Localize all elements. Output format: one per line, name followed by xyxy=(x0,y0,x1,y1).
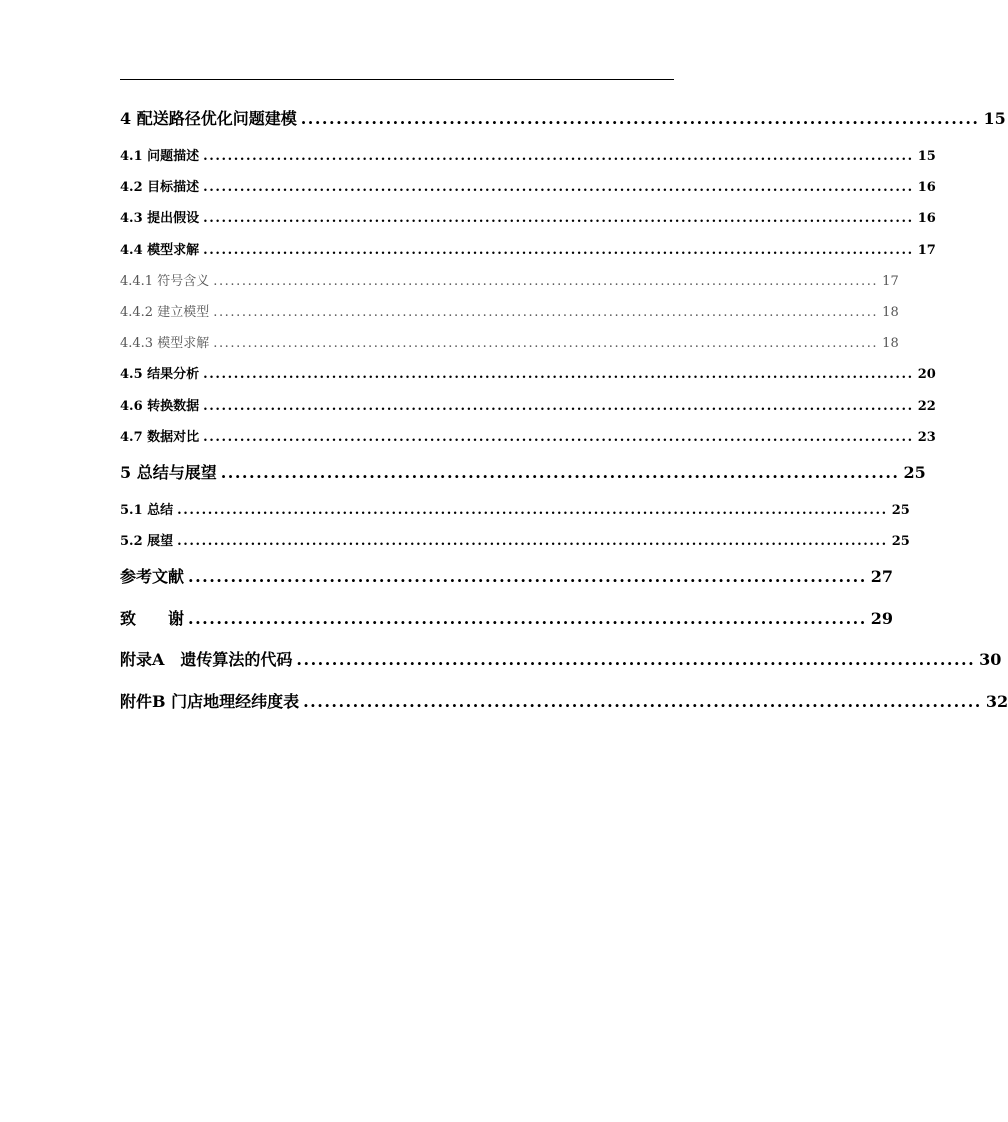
toc-page-number: 29 xyxy=(870,609,894,628)
toc-page-number: 18 xyxy=(882,305,899,320)
toc-entry-4-1[interactable] xyxy=(120,145,936,164)
toc-page-number: 16 xyxy=(917,211,936,226)
toc-page-number: 25 xyxy=(903,463,926,482)
toc-entry-label: 4.4.1 符号含义 xyxy=(120,274,210,289)
toc-leader-dots: .................................................................................................................... xyxy=(177,503,888,518)
toc-page-number: 32 xyxy=(985,692,1008,711)
toc-entry-label: 4.7 数据对比 xyxy=(120,430,200,445)
toc-entry-label-part-a: 致 xyxy=(120,609,137,628)
toc-entry-4-4[interactable] xyxy=(120,239,936,258)
toc-page-number: 20 xyxy=(917,367,936,382)
toc-entry-appendix-b[interactable] xyxy=(120,689,1008,712)
toc-page-number: 25 xyxy=(891,534,910,549)
toc-leader-dots: .................................................................................................................... xyxy=(203,180,914,195)
toc-page-number: 15 xyxy=(917,149,936,164)
toc-entry-label: 4.2 目标描述 xyxy=(120,180,200,195)
toc-leader-dots: .................................................................................................................... xyxy=(203,243,914,258)
toc-page-number: 27 xyxy=(870,567,894,586)
toc-leader-dots: .................................................................................................................... xyxy=(213,274,879,289)
toc-leader-dots: ................................................................................................ xyxy=(220,463,900,482)
toc-leader-dots: .................................................................................................................... xyxy=(203,367,914,382)
toc-page-number: 17 xyxy=(917,243,936,258)
toc-entry-label: 5 总结与展望 xyxy=(120,463,217,482)
toc-entry-label-part-b: 谢 xyxy=(168,609,185,628)
toc-entry-label: 5.1 总结 xyxy=(120,503,174,518)
toc-entry-4-4-2[interactable] xyxy=(120,301,899,320)
toc-entry-label: 4.4.2 建立模型 xyxy=(120,305,210,320)
toc-page-number: 22 xyxy=(917,399,936,414)
toc-leader-dots: .................................................................................................................... xyxy=(203,149,914,164)
toc-page-number: 17 xyxy=(882,274,899,289)
toc-entry-label: 4.4.3 模型求解 xyxy=(120,336,210,351)
toc-leader-dots: ................................................................................................ xyxy=(296,650,976,669)
toc-entry-appendix-a[interactable] xyxy=(120,647,1002,670)
toc-entry-chapter-4[interactable] xyxy=(120,106,1006,129)
toc-entry-label: 附录A 遗传算法的代码 xyxy=(120,650,293,669)
toc-entry-chapter-5[interactable] xyxy=(120,460,926,483)
toc-entry-label: 4.5 结果分析 xyxy=(120,367,200,382)
toc-entry-label: 4.1 问题描述 xyxy=(120,149,200,164)
toc-entry-4-7[interactable] xyxy=(120,426,936,445)
toc-entry-label: 4 配送路径优化问题建模 xyxy=(120,109,297,128)
toc-entry-label: 附件B 门店地理经纬度表 xyxy=(120,692,300,711)
toc-leader-dots: .................................................................................................................... xyxy=(203,399,914,414)
toc-entry-4-4-3[interactable] xyxy=(120,332,899,351)
toc-entry-4-6[interactable] xyxy=(120,395,936,414)
toc-page-number: 16 xyxy=(917,180,936,195)
toc-entry-5-2[interactable] xyxy=(120,530,910,549)
toc-page-number: 18 xyxy=(882,336,899,351)
toc-leader-dots: .................................................................................................................... xyxy=(213,336,879,351)
toc-entry-acknowledgements[interactable] xyxy=(120,606,894,629)
toc-entry-4-4-1[interactable] xyxy=(120,270,899,289)
toc-entry-label: 4.4 模型求解 xyxy=(120,243,200,258)
toc-entry-5-1[interactable] xyxy=(120,499,910,518)
toc-entry-label: 5.2 展望 xyxy=(120,534,174,549)
toc-entry-label: 参考文献 xyxy=(120,567,185,586)
toc-leader-dots: .................................................................................................................... xyxy=(203,430,914,445)
toc-page-number: 30 xyxy=(979,650,1002,669)
header-rule xyxy=(120,79,674,80)
toc-entry-label xyxy=(120,606,184,629)
toc-leader-dots: .................................................................................................................... xyxy=(177,534,888,549)
toc-leader-dots: ................................................................................................ xyxy=(303,692,982,711)
toc-leader-dots: .................................................................................................................... xyxy=(203,211,914,226)
toc-entry-4-3[interactable] xyxy=(120,207,936,226)
toc-leader-dots: ................................................................................................ xyxy=(188,609,867,628)
toc-entry-4-2[interactable] xyxy=(120,176,936,195)
toc-leader-dots: ................................................................................................ xyxy=(300,109,980,128)
toc-leader-dots: ................................................................................................ xyxy=(188,567,867,586)
toc-page-number: 23 xyxy=(917,430,936,445)
toc-entry-4-5[interactable] xyxy=(120,363,936,382)
toc-page-number: 25 xyxy=(891,503,910,518)
toc-entry-label: 4.6 转换数据 xyxy=(120,399,200,414)
toc-page-number: 15 xyxy=(983,109,1006,128)
toc-entry-references[interactable] xyxy=(120,564,894,587)
toc-leader-dots: .................................................................................................................... xyxy=(213,305,879,320)
toc-entry-label: 4.3 提出假设 xyxy=(120,211,200,226)
